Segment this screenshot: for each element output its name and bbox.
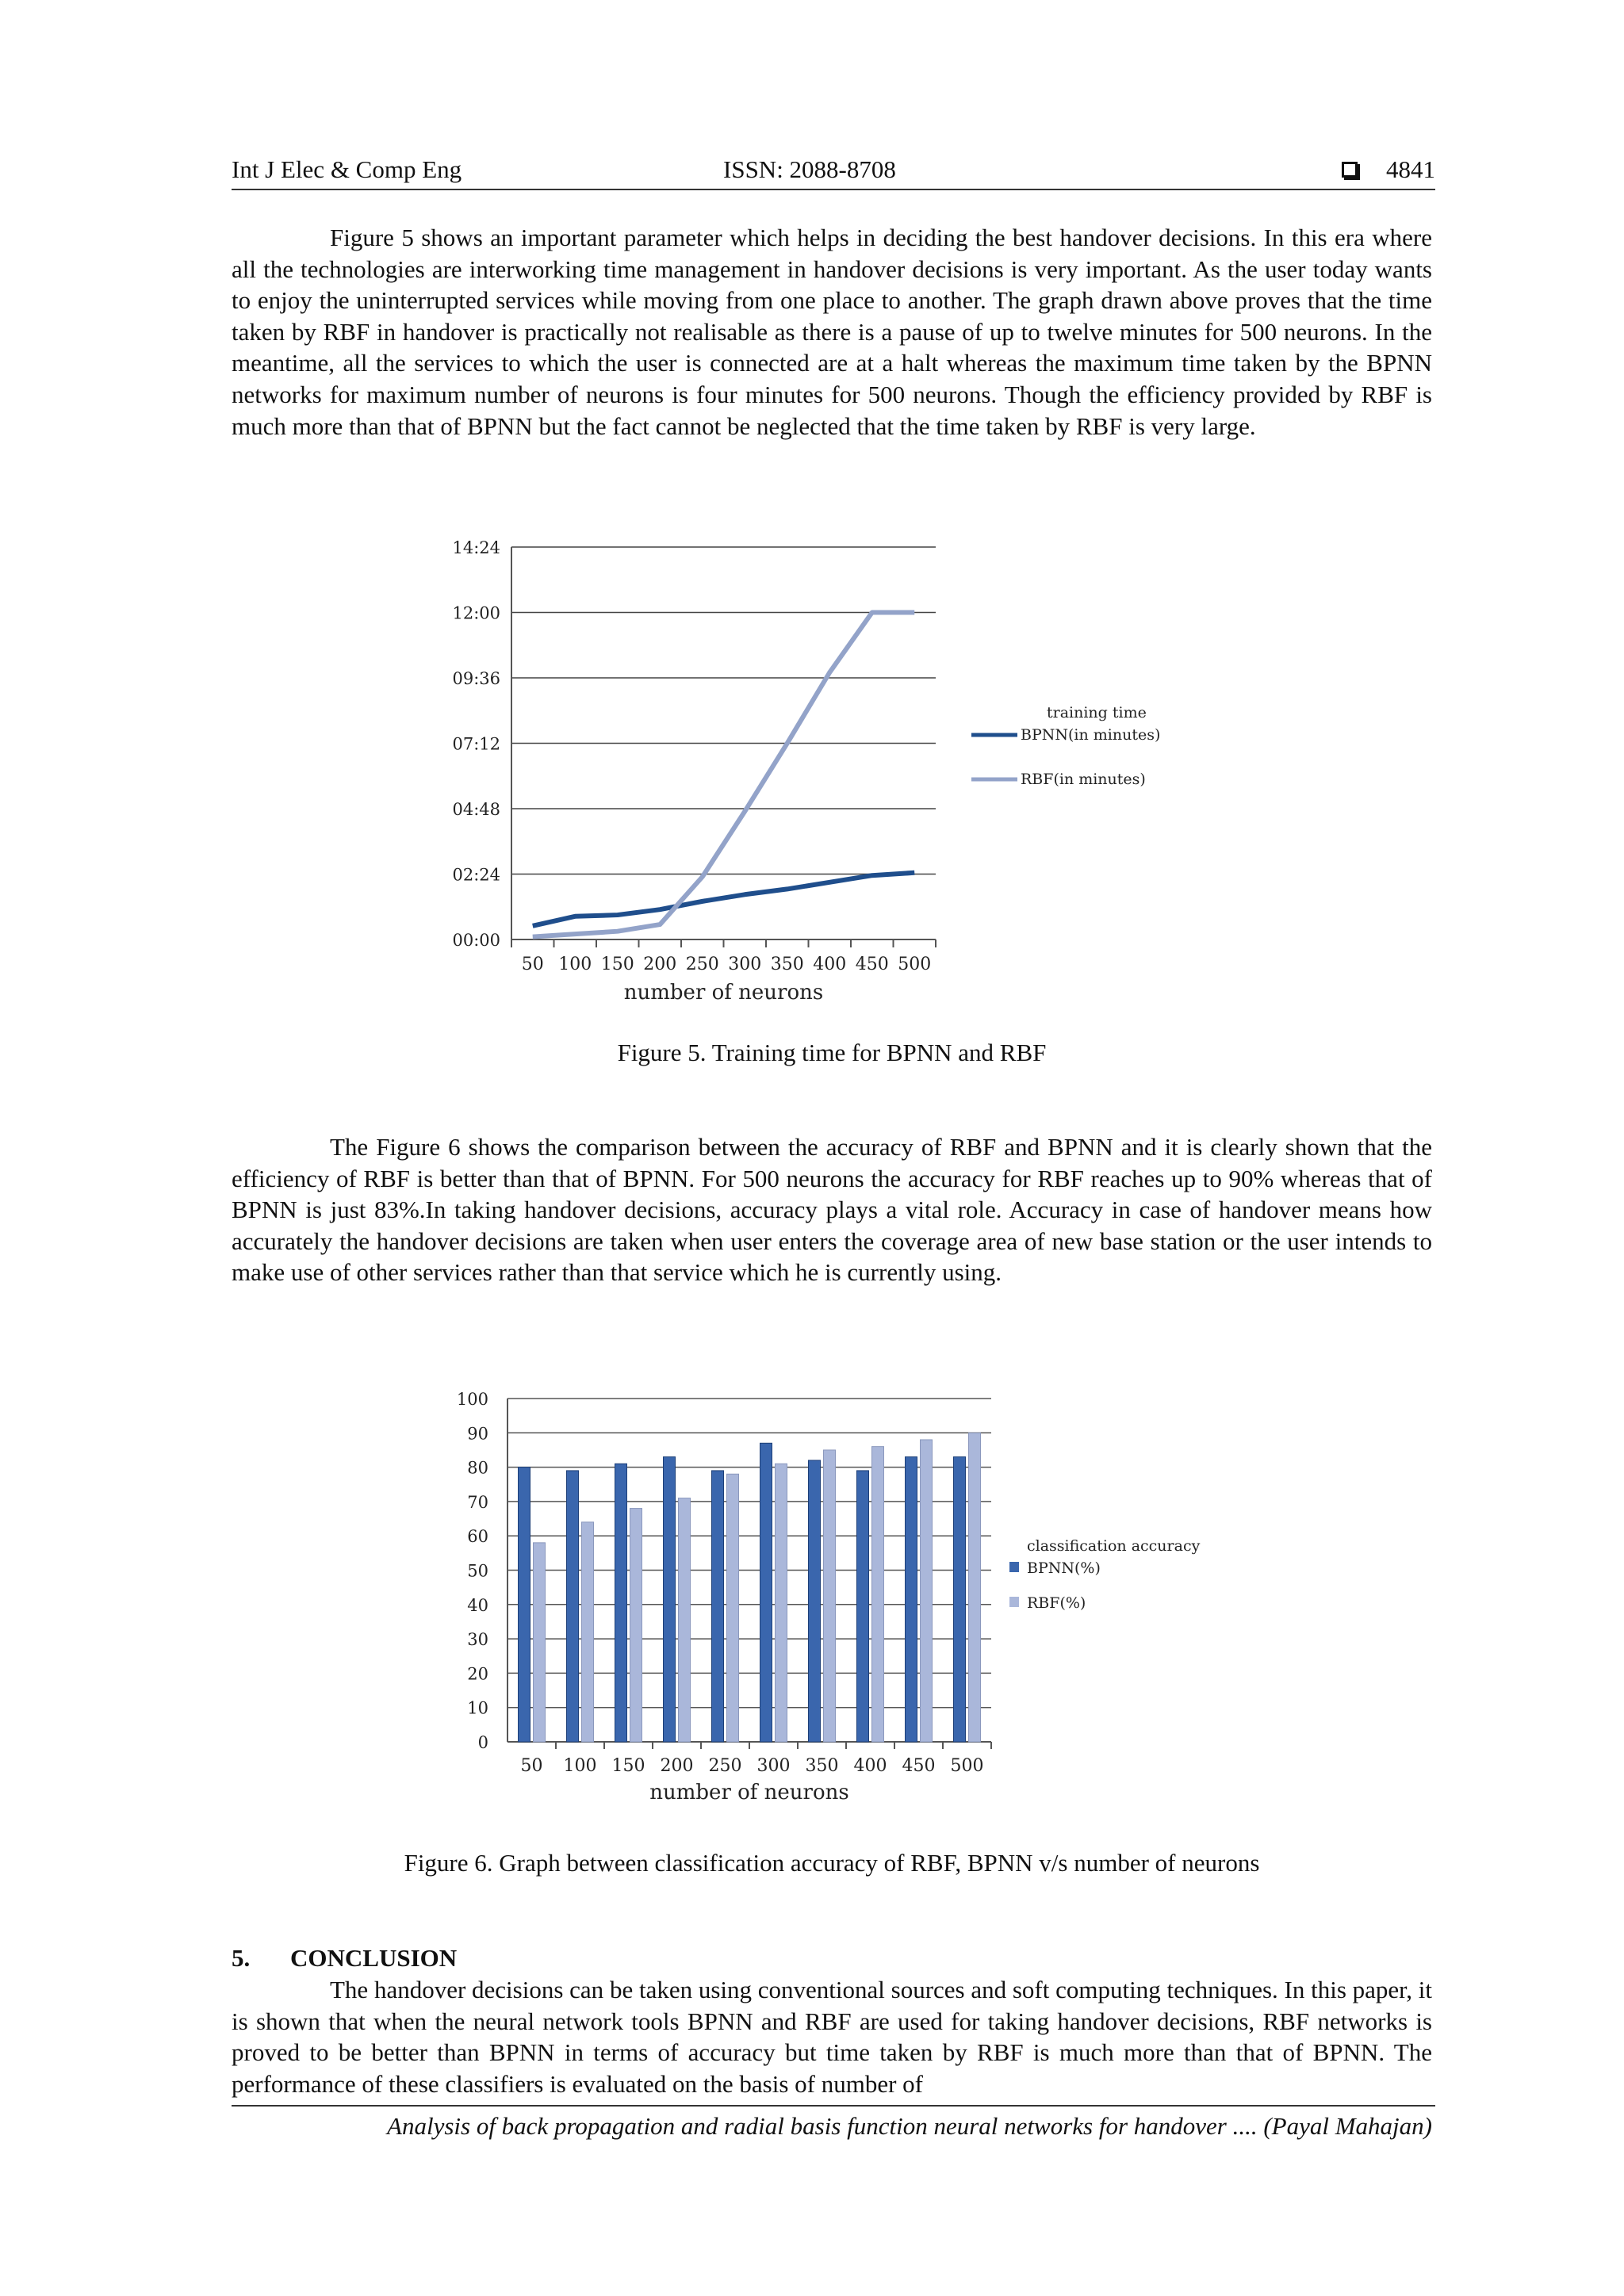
y-tick-label: 70 (467, 1492, 488, 1512)
bar-rbf- (921, 1440, 933, 1742)
bar-rbf- (727, 1474, 739, 1742)
bar-rbf- (776, 1464, 787, 1742)
legend-label: RBF(%) (1027, 1594, 1086, 1612)
y-tick-label: 50 (467, 1561, 488, 1581)
journal-name: Int J Elec & Comp Eng (232, 155, 462, 183)
y-tick-label: 09:36 (452, 669, 500, 688)
y-tick-label: 14:24 (452, 538, 500, 557)
x-tick-label: 300 (756, 1756, 791, 1776)
x-tick-label: 200 (660, 1756, 694, 1776)
bar-bpnn- (857, 1471, 869, 1742)
paragraph-conclusion: The handover decisions can be taken using conventional sources and soft computing techniques. In this paper, it is shown that when the neural network tools BPNN and RBF are used for taking handover decisions, RBF networks is proved to be better than BPNN in terms of accuracy but time taken by RBF is much more than that of BPNN. The performance of these classifiers is evaluated on the basis of number of (232, 1976, 1432, 2098)
bar-bpnn- (567, 1471, 579, 1742)
legend-label: BPNN(in minutes) (1021, 726, 1161, 744)
paragraph-figure5-discussion: Figure 5 shows an important parameter which helps in deciding the best handover decisions. In this era where all the technologies are interworking time management in handover decisions is very important. As the user today wants to enjoy the uninterrupted services while moving from one place to another. The graph drawn above proves that the time taken by RBF in handover is practically not realisable as there is a pause of up to twelve minutes for 500 neurons. In the meantime, all the services to which the user is connected are at a halt whereas the maximum time taken by the BPNN networks for maximum number of neurons is four minutes for 500 neurons. Though the efficiency provided by RBF is much more than that of BPNN but the fact cannot be neglected that the time taken by RBF is very large. (232, 224, 1432, 440)
x-tick-label: 100 (563, 1756, 597, 1776)
figure5-caption: Figure 5. Training time for BPNN and RBF (617, 1039, 1047, 1066)
y-tick-label: 04:48 (452, 800, 500, 819)
section-heading (232, 1944, 457, 1973)
training-time-line-chart (428, 523, 1174, 1015)
legend-label: BPNN(%) (1027, 1559, 1101, 1577)
legend-title: classification accuracy (1027, 1537, 1201, 1555)
y-tick-label: 00:00 (452, 931, 500, 950)
x-tick-label: 50 (521, 955, 544, 974)
classification-accuracy-bar-chart (428, 1372, 1221, 1816)
x-tick-label: 450 (855, 955, 889, 974)
bar-rbf- (630, 1509, 642, 1742)
x-tick-label: 150 (611, 1756, 645, 1776)
y-tick-label: 02:24 (452, 865, 500, 885)
x-tick-label: 50 (520, 1756, 543, 1776)
running-footer: Analysis of back propagation and radial basis function neural networks for handover .... (Payal Mahajan) (387, 2112, 1432, 2140)
y-tick-label: 20 (467, 1664, 488, 1684)
x-tick-label: 200 (643, 955, 677, 974)
bar-bpnn- (664, 1457, 676, 1742)
x-axis-label: number of neurons (649, 1781, 849, 1804)
legend-swatch (1009, 1597, 1019, 1607)
bar-bpnn- (712, 1471, 724, 1742)
section-title: CONCLUSION (290, 1944, 458, 1972)
page-number: 4841 (1386, 155, 1435, 183)
section-number: 5. (232, 1944, 251, 1972)
bar-bpnn- (519, 1468, 530, 1742)
x-tick-label: 500 (950, 1756, 984, 1776)
bar-bpnn- (760, 1443, 772, 1742)
bar-rbf- (582, 1522, 594, 1742)
x-tick-label: 400 (813, 955, 847, 974)
legend-label: RBF(in minutes) (1021, 771, 1146, 788)
y-tick-label: 80 (467, 1458, 488, 1478)
square-bullet-icon (1342, 162, 1358, 178)
x-tick-label: 450 (902, 1756, 936, 1776)
x-tick-label: 350 (770, 955, 804, 974)
y-tick-label: 60 (467, 1527, 488, 1547)
y-tick-label: 07:12 (452, 734, 500, 754)
y-tick-label: 10 (467, 1698, 488, 1718)
x-tick-label: 500 (898, 955, 932, 974)
y-tick-label: 100 (456, 1390, 488, 1409)
x-tick-label: 400 (853, 1756, 887, 1776)
bar-bpnn- (906, 1457, 917, 1742)
figure6-caption: Figure 6. Graph between classification accuracy of RBF, BPNN v/s number of neurons (404, 1849, 1260, 1877)
x-axis-label: number of neurons (623, 981, 824, 1004)
y-tick-label: 90 (467, 1424, 488, 1444)
y-tick-label: 0 (477, 1733, 488, 1752)
legend-swatch (1009, 1562, 1019, 1572)
bar-rbf- (534, 1543, 546, 1742)
series-line-rbf-in-minutes- (533, 613, 915, 937)
header-rule (232, 189, 1435, 190)
bar-rbf- (872, 1447, 884, 1742)
paragraph-figure6-discussion: The Figure 6 shows the comparison between the accuracy of RBF and BPNN and it is clearly shown that the efficiency of RBF is better than that of BPNN. For 500 neurons the accuracy for RBF reaches up to 90% whereas that of BPNN is just 83%.In taking handover decisions, accuracy plays a vital role. Accuracy in case of handover means how accurately the handover decisions are taken when user enters the coverage area of new base station or the user intends to make use of other services rather than that service which he is currently using. (232, 1133, 1432, 1287)
bar-bpnn- (954, 1457, 966, 1742)
x-tick-label: 250 (708, 1756, 742, 1776)
x-tick-label: 300 (728, 955, 762, 974)
footer-rule (232, 2105, 1435, 2107)
bar-rbf- (679, 1498, 691, 1742)
y-tick-label: 40 (467, 1595, 488, 1615)
bar-rbf- (969, 1433, 981, 1742)
series-line-bpnn-in-minutes- (533, 873, 915, 926)
running-header (232, 155, 1435, 189)
bar-bpnn- (809, 1460, 821, 1742)
bar-bpnn- (615, 1464, 627, 1742)
x-tick-label: 150 (600, 955, 634, 974)
x-tick-label: 350 (805, 1756, 839, 1776)
bar-rbf- (824, 1450, 836, 1742)
y-tick-label: 12:00 (452, 603, 500, 623)
x-tick-label: 100 (558, 955, 592, 974)
y-tick-label: 30 (467, 1630, 488, 1650)
x-tick-label: 250 (685, 955, 719, 974)
page-number-block (1342, 155, 1435, 184)
legend-title: training time (1047, 704, 1147, 721)
issn: ISSN: 2088-8708 (723, 155, 896, 183)
